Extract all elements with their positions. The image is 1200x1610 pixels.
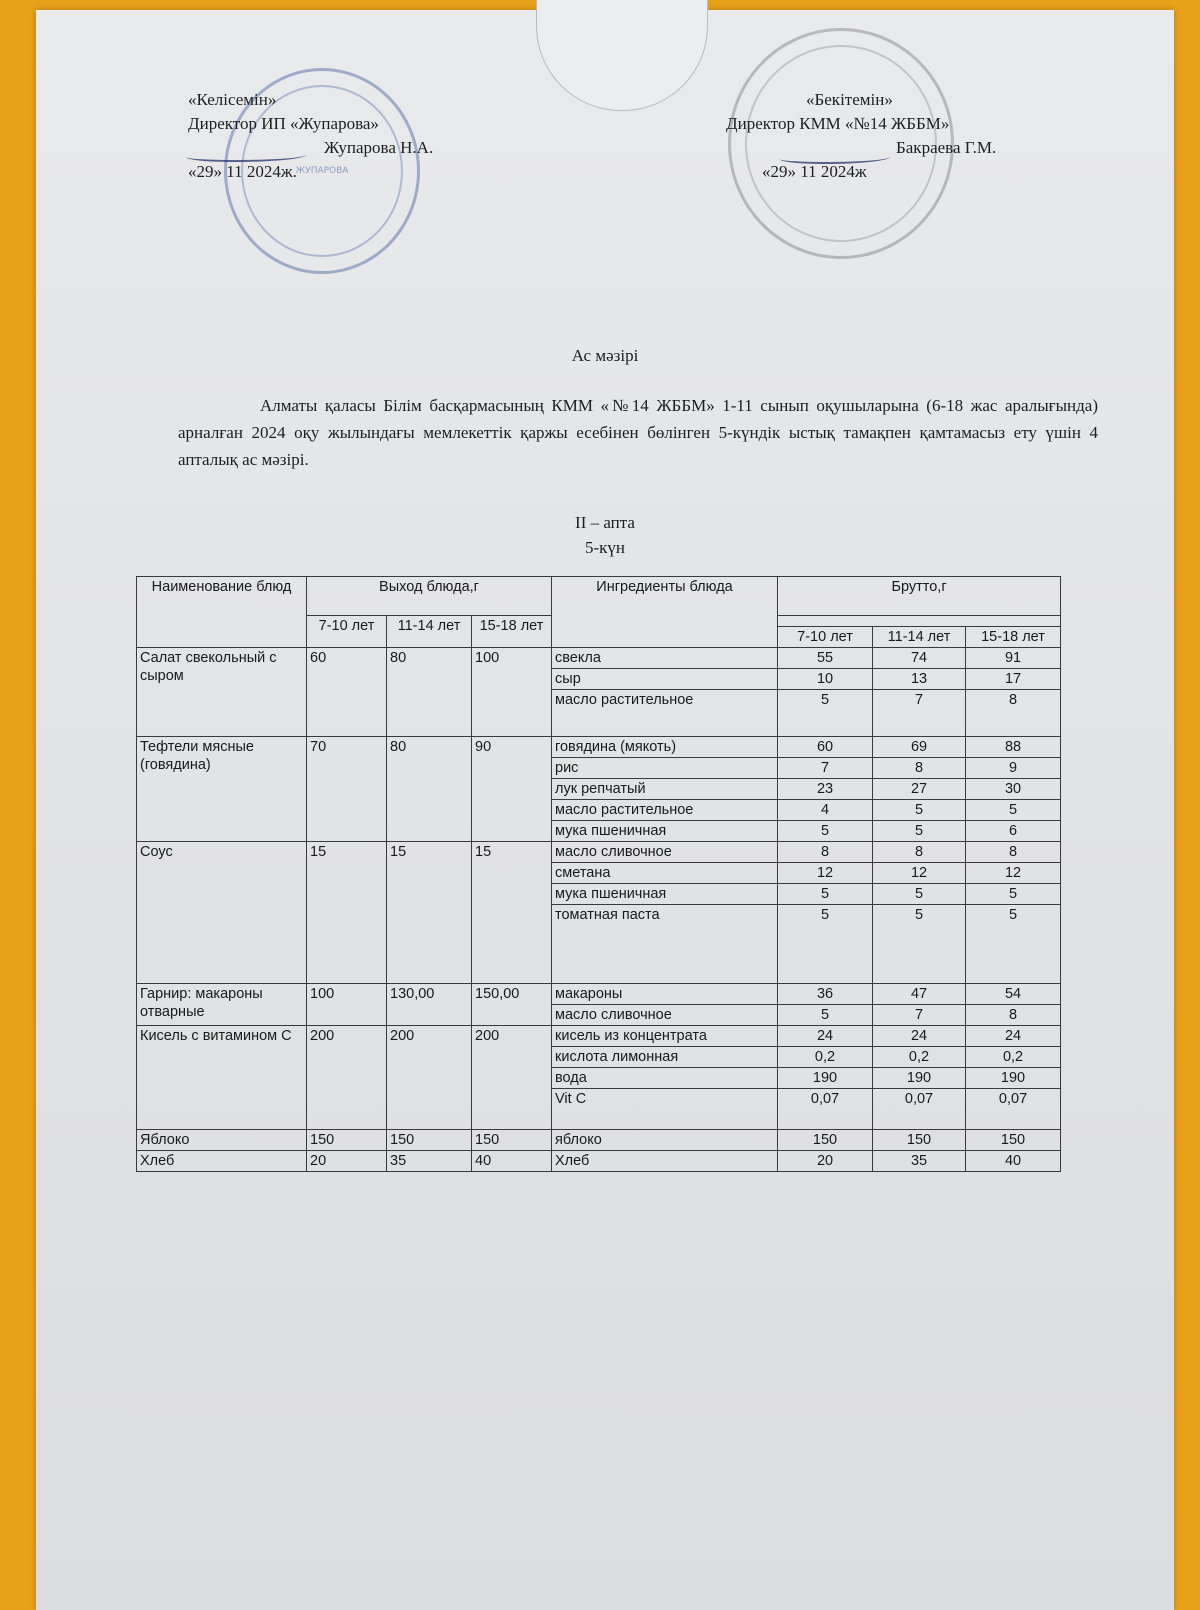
ingredient-brutto-cell: 190 — [873, 1068, 966, 1089]
approval-left-line1: «Келісемін» — [188, 90, 277, 109]
table-row — [137, 842, 1061, 863]
ingredient-brutto-cell: 5 — [873, 800, 966, 821]
dish-yield-cell: 100 — [307, 984, 387, 1026]
ingredient-name-cell: масло сливочное — [552, 842, 778, 863]
ingredient-brutto-cell: 0,07 — [873, 1089, 966, 1130]
header-ingredients: Ингредиенты блюда — [552, 577, 778, 648]
dish-name-cell: Кисель с витамином С — [137, 1026, 307, 1130]
table-row — [137, 984, 1061, 1005]
ingredient-brutto-cell: 190 — [778, 1068, 873, 1089]
ingredient-brutto-cell: 36 — [778, 984, 873, 1005]
ingredient-brutto-cell: 5 — [778, 690, 873, 737]
dish-yield-cell: 80 — [387, 648, 472, 737]
ingredient-brutto-cell: 150 — [966, 1130, 1061, 1151]
week-day-heading — [36, 510, 1174, 560]
ingredient-brutto-cell: 54 — [966, 984, 1061, 1005]
ingredient-brutto-cell: 0,2 — [873, 1047, 966, 1068]
dish-yield-cell: 15 — [307, 842, 387, 984]
ingredient-brutto-cell: 74 — [873, 648, 966, 669]
ingredient-brutto-cell: 0,07 — [778, 1089, 873, 1130]
dish-yield-cell: 80 — [387, 737, 472, 842]
ingredient-brutto-cell: 5 — [873, 884, 966, 905]
approval-right-line3: Бакраева Г.М. — [896, 138, 997, 157]
ingredient-name-cell: сыр — [552, 669, 778, 690]
ingredient-name-cell: Vit C — [552, 1089, 778, 1130]
header-brutto: Брутто,г — [778, 577, 1061, 616]
ingredient-name-cell: свекла — [552, 648, 778, 669]
ingredient-brutto-cell: 13 — [873, 669, 966, 690]
ingredient-brutto-cell: 5 — [966, 800, 1061, 821]
document-sheet — [36, 10, 1174, 1610]
approval-block-right — [726, 88, 996, 184]
dish-yield-cell: 40 — [472, 1151, 552, 1172]
approval-right-line4: «29» 11 2024ж — [762, 162, 867, 181]
ingredient-brutto-cell: 69 — [873, 737, 966, 758]
ingredient-brutto-cell: 40 — [966, 1151, 1061, 1172]
header-yield-age2: 11-14 лет — [387, 616, 472, 648]
ingredient-name-cell: масло растительное — [552, 690, 778, 737]
ingredient-name-cell: говядина (мякоть) — [552, 737, 778, 758]
ingredient-brutto-cell: 24 — [778, 1026, 873, 1047]
ingredient-brutto-cell: 55 — [778, 648, 873, 669]
ingredient-brutto-cell: 24 — [873, 1026, 966, 1047]
ingredient-name-cell: сметана — [552, 863, 778, 884]
dish-name-cell: Гарнир: макароны отварные — [137, 984, 307, 1026]
ingredient-brutto-cell: 5 — [778, 1005, 873, 1026]
ingredient-brutto-cell: 12 — [966, 863, 1061, 884]
week-label: II – апта — [575, 513, 635, 532]
dish-yield-cell: 60 — [307, 648, 387, 737]
ingredient-brutto-cell: 6 — [966, 821, 1061, 842]
sleeve-notch — [536, 0, 708, 111]
dish-yield-cell: 150,00 — [472, 984, 552, 1026]
ingredient-brutto-cell: 0,2 — [966, 1047, 1061, 1068]
dish-yield-cell: 150 — [387, 1130, 472, 1151]
ingredient-brutto-cell: 91 — [966, 648, 1061, 669]
ingredient-brutto-cell: 5 — [966, 905, 1061, 984]
day-label: 5-күн — [584, 538, 626, 557]
header-brutto-age1: 7-10 лет — [778, 627, 873, 648]
ingredient-name-cell: мука пшеничная — [552, 821, 778, 842]
ingredient-brutto-cell: 8 — [966, 842, 1061, 863]
dish-yield-cell: 200 — [387, 1026, 472, 1130]
menu-table-body — [137, 577, 1061, 1172]
dish-name-cell: Тефтели мясные (говядина) — [137, 737, 307, 842]
ingredient-brutto-cell: 9 — [966, 758, 1061, 779]
header-dish: Наименование блюд — [137, 577, 307, 648]
ingredient-brutto-cell: 23 — [778, 779, 873, 800]
ingredient-name-cell: кислота лимонная — [552, 1047, 778, 1068]
ingredient-brutto-cell: 5 — [778, 905, 873, 984]
ingredient-brutto-cell: 30 — [966, 779, 1061, 800]
header-row-1 — [137, 577, 1061, 616]
ingredient-brutto-cell: 5 — [778, 821, 873, 842]
ingredient-brutto-cell: 190 — [966, 1068, 1061, 1089]
approval-block-left — [188, 88, 433, 184]
ingredient-brutto-cell: 8 — [966, 1005, 1061, 1026]
stamp-text: ЖУПАРОВА — [295, 166, 349, 176]
ingredient-brutto-cell: 8 — [873, 842, 966, 863]
ingredient-brutto-cell: 5 — [873, 905, 966, 984]
ingredient-name-cell: Хлеб — [552, 1151, 778, 1172]
ingredient-name-cell: мука пшеничная — [552, 884, 778, 905]
table-row — [137, 1026, 1061, 1047]
ingredient-brutto-cell: 47 — [873, 984, 966, 1005]
ingredient-name-cell: кисель из концентрата — [552, 1026, 778, 1047]
dish-yield-cell: 90 — [472, 737, 552, 842]
ingredient-name-cell: рис — [552, 758, 778, 779]
approval-left-line2: Директор ИП «Жупарова» — [188, 114, 379, 133]
header-brutto-age3: 15-18 лет — [966, 627, 1061, 648]
ingredient-brutto-cell: 5 — [966, 884, 1061, 905]
dish-yield-cell: 70 — [307, 737, 387, 842]
ingredient-brutto-cell: 24 — [966, 1026, 1061, 1047]
ingredient-brutto-cell: 150 — [778, 1130, 873, 1151]
dish-name-cell: Хлеб — [137, 1151, 307, 1172]
ingredient-brutto-cell: 5 — [873, 821, 966, 842]
dish-yield-cell: 150 — [472, 1130, 552, 1151]
ingredient-brutto-cell: 20 — [778, 1151, 873, 1172]
dish-yield-cell: 130,00 — [387, 984, 472, 1026]
ingredient-brutto-cell: 12 — [778, 863, 873, 884]
ingredient-name-cell: вода — [552, 1068, 778, 1089]
header-brutto-age2: 11-14 лет — [873, 627, 966, 648]
header-yield: Выход блюда,г — [307, 577, 552, 616]
ingredient-name-cell: томатная паста — [552, 905, 778, 984]
dish-name-cell: Яблоко — [137, 1130, 307, 1151]
header-yield-age3: 15-18 лет — [472, 616, 552, 648]
header-yield-age1: 7-10 лет — [307, 616, 387, 648]
dish-yield-cell: 20 — [307, 1151, 387, 1172]
ingredient-brutto-cell: 60 — [778, 737, 873, 758]
table-row — [137, 1151, 1061, 1172]
ingredient-brutto-cell: 8 — [778, 842, 873, 863]
dish-name-cell: Соус — [137, 842, 307, 984]
ingredient-name-cell: лук репчатый — [552, 779, 778, 800]
ingredient-brutto-cell: 35 — [873, 1151, 966, 1172]
ingredient-name-cell: макароны — [552, 984, 778, 1005]
dish-yield-cell: 100 — [472, 648, 552, 737]
dish-yield-cell: 35 — [387, 1151, 472, 1172]
dish-yield-cell: 15 — [472, 842, 552, 984]
ingredient-brutto-cell: 4 — [778, 800, 873, 821]
dish-yield-cell: 15 — [387, 842, 472, 984]
table-row — [137, 737, 1061, 758]
ingredient-brutto-cell: 88 — [966, 737, 1061, 758]
dish-yield-cell: 200 — [472, 1026, 552, 1130]
ingredient-brutto-cell: 8 — [966, 690, 1061, 737]
header-brutto-spacer — [778, 616, 1061, 627]
ingredient-brutto-cell: 0,07 — [966, 1089, 1061, 1130]
menu-table — [136, 576, 1061, 1172]
dish-name-cell: Салат свекольный с сыром — [137, 648, 307, 737]
dish-yield-cell: 200 — [307, 1026, 387, 1130]
table-row — [137, 648, 1061, 669]
document-intro: Алматы қаласы Білім басқармасының КММ «№14 ЖББМ» 1-11 сынып оқушыларына (6-18 жас аралығында) арналған 2024 оқу жылындағы мемлекеттік қаржы есебінен бөлінген 5-күндік ыстық тамақпен қамтамасыз ету үшін 4 апталық ас мәзірі. — [178, 396, 1098, 469]
ingredient-name-cell: масло сливочное — [552, 1005, 778, 1026]
ingredient-brutto-cell: 5 — [778, 884, 873, 905]
approval-right-line1: «Бекітемін» — [806, 90, 893, 109]
dish-yield-cell: 150 — [307, 1130, 387, 1151]
ingredient-brutto-cell: 7 — [873, 690, 966, 737]
ingredient-brutto-cell: 27 — [873, 779, 966, 800]
table-row — [137, 1130, 1061, 1151]
ingredient-brutto-cell: 17 — [966, 669, 1061, 690]
approval-left-line4: «29» 11 2024ж. — [188, 162, 297, 181]
ingredient-brutto-cell: 7 — [873, 1005, 966, 1026]
ingredient-name-cell: масло растительное — [552, 800, 778, 821]
ingredient-brutto-cell: 7 — [778, 758, 873, 779]
ingredient-brutto-cell: 12 — [873, 863, 966, 884]
ingredient-brutto-cell: 150 — [873, 1130, 966, 1151]
approval-left-line3: Жупарова Н.А. — [324, 138, 434, 157]
ingredient-brutto-cell: 10 — [778, 669, 873, 690]
approval-right-line2: Директор КММ «№14 ЖББМ» — [726, 114, 950, 133]
ingredient-brutto-cell: 8 — [873, 758, 966, 779]
ingredient-name-cell: яблоко — [552, 1130, 778, 1151]
document-title: Ас мәзірі — [571, 346, 639, 365]
ingredient-brutto-cell: 0,2 — [778, 1047, 873, 1068]
